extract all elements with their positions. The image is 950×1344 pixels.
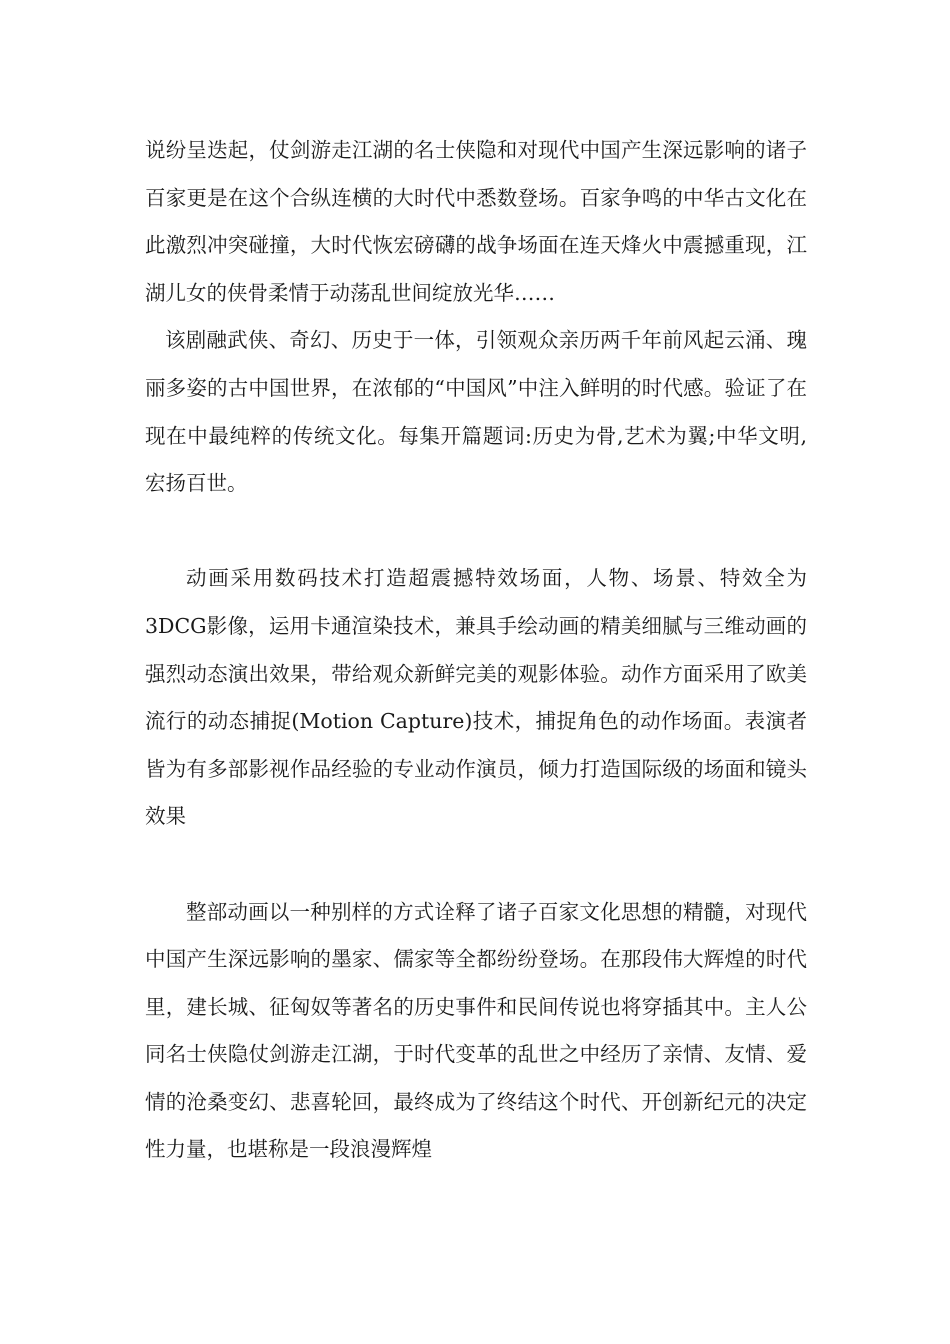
paragraph-spacer [145, 508, 807, 556]
paragraph-3: 动画采用数码技术打造超震撼特效场面，人物、场景、特效全为3DCG影像，运用卡通渲染技术，兼具手绘动画的精美细腻与三维动画的强烈动态演出效果，带给观众新鲜完美的观影体验。动作方面采用了欧美流行的动态捕捉(Motion Capture)技术，捕捉角色的动作场面。表演者皆为有多部影视作品经验的专业动作演员，倾力打造国际级的场面和镜头效果 [145, 566, 807, 829]
paragraph-1: 说纷呈迭起，仗剑游走江湖的名士侠隐和对现代中国产生深远影响的诸子百家更是在这个合纵连横的大时代中悉数登场。百家争鸣的中华古文化在此激烈冲突碰撞，大时代恢宏磅礴的战争场面在连天烽火中震撼重现，江湖儿女的侠骨柔情于动荡乱世间绽放光华…… [145, 138, 807, 305]
paragraph-2: 该剧融武侠、奇幻、历史于一体，引领观众亲历两千年前风起云涌、瑰丽多姿的古中国世界，在浓郁的“中国风”中注入鲜明的时代感。验证了在现在中最纯粹的传统文化。每集开篇题词:历史为骨,艺术为翼;中华文明,宏扬百世。 [145, 328, 807, 496]
paragraph-4: 整部动画以一种别样的方式诠释了诸子百家文化思想的精髓，对现代中国产生深远影响的墨家、儒家等全都纷纷登场。在那段伟大辉煌的时代里，建长城、征匈奴等著名的历史事件和民间传说也将穿插其中。主人公同名士侠隐仗剑游走江湖，于时代变革的乱世之中经历了亲情、友情、爱情的沧桑变幻、悲喜轮回，最终成为了终结这个时代、开创新纪元的决定性力量，也堪称是一段浪漫辉煌 [145, 899, 807, 1162]
paragraph-spacer [145, 841, 807, 889]
document-body [145, 127, 807, 1174]
